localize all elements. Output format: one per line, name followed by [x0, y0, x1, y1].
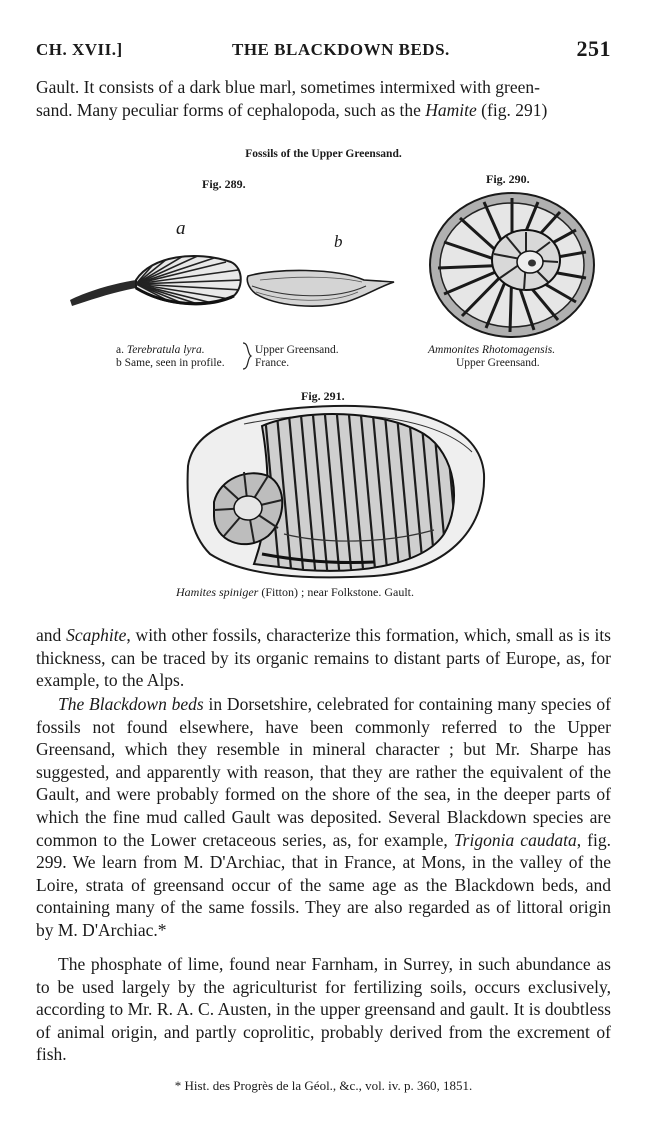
brace-right: [241, 342, 253, 370]
page-title: THE BLACKDOWN BEDS.: [232, 40, 450, 59]
intro-line-2a: sand. Many peculiar forms of cephalopoda, such as the: [36, 99, 426, 120]
figure-group-title: Fossils of the Upper Greensand.: [245, 148, 402, 160]
running-head: [36, 36, 611, 64]
fig-289-letter-a: a: [176, 218, 186, 239]
fig-289-caption: [116, 344, 225, 370]
caption-location-1: Upper Greensand.: [255, 344, 339, 356]
paragraph-phosphate: The phosphate of lime, found near Farnham, in Surrey, in such abundance as to be used largely by the agriculturist for fertilizing soils, occurs exclusively, according to Mr. R. A. C. Austen, in the upper greensand and gault. It is doubtless of animal origin, and partly coprolitic, probably derived from the excrement of fish.: [36, 954, 611, 1065]
fig-291-label: Fig. 291.: [301, 389, 345, 403]
fig-291-caption: [176, 586, 414, 599]
caption-b-letter: b: [116, 357, 122, 369]
fig-289-location: [255, 344, 339, 370]
fig-290-caption-name: Ammonites Rhotomagensis.: [428, 344, 556, 356]
p2-trigonia: Trigonia caudata: [453, 829, 577, 850]
paragraph-scaphite: [36, 624, 611, 692]
caption-b-text: Same, seen in profile.: [124, 357, 225, 369]
caption-a-letter: a.: [116, 344, 124, 356]
fig-290-label: Fig. 290.: [486, 172, 530, 186]
hamites-illustration: [184, 404, 486, 580]
intro-line-2b: (fig. 291): [476, 99, 548, 120]
caption-a-name: Terebratula lyra.: [126, 344, 205, 356]
p2-text-a: in Dorsetshire, celebrated for containing many species of fossils not found elsewhere, have been commonly referred to the Upper Greensand, which they resemble in mineral character ; but Mr. Sharpe has suggested, and apparently with reason, that they are rather the equivalent of the Gault, and were probably formed on the shore of the sea, in the deeper parts of which the fine mud called Gault was deposited. Several Blackdown species are common to the Lower cretaceous series, as, for example,: [36, 694, 611, 850]
p2-blackdown-beds: The Blackdown beds: [58, 694, 204, 714]
intro-hamite: Hamite: [425, 99, 477, 120]
p2-text-b: , fig. 299. We learn from M. D'Archiac, that in France, at Mons, in the valley of the Loire, strata of greensand occur of the same age as the Blackdown beds, and containing many of the same fossils. They are also regarded as of littoral origin by M. D'Archiac.*: [36, 829, 611, 940]
terebratula-lyra-illustration: [66, 250, 246, 312]
ammonite-illustration: [426, 190, 598, 340]
page-number: 251: [576, 36, 611, 61]
p1-text: , with other fossils, characterize this formation, which, small as is its thickness, can be traced by its organic remains to distant parts of Europe, as, for example, to the Alps.: [36, 625, 611, 691]
footnote: * Hist. des Progrès de la Géol., &c., vol. iv. p. 360, 1851.: [174, 1078, 473, 1093]
fig-289-letter-b: b: [334, 232, 343, 251]
terebratula-profile-illustration: [246, 266, 396, 310]
paragraph-blackdown: [36, 693, 611, 942]
chapter-marker: CH. XVII.]: [36, 40, 123, 59]
intro-paragraph: [36, 76, 611, 121]
fig-289-label: Fig. 289.: [202, 177, 246, 191]
p1-scaphite: Scaphite: [66, 625, 127, 645]
caption-hamites-name: Hamites spiniger: [176, 585, 259, 599]
caption-location-2: France.: [255, 357, 290, 369]
p1-lead: and: [36, 625, 67, 645]
caption-hamites-rest: (Fitton) ; near Folkstone. Gault.: [258, 585, 414, 599]
intro-line-1: Gault. It consists of a dark blue marl, sometimes intermixed with green-: [36, 77, 540, 97]
fig-290-caption-location: Upper Greensand.: [456, 357, 540, 369]
